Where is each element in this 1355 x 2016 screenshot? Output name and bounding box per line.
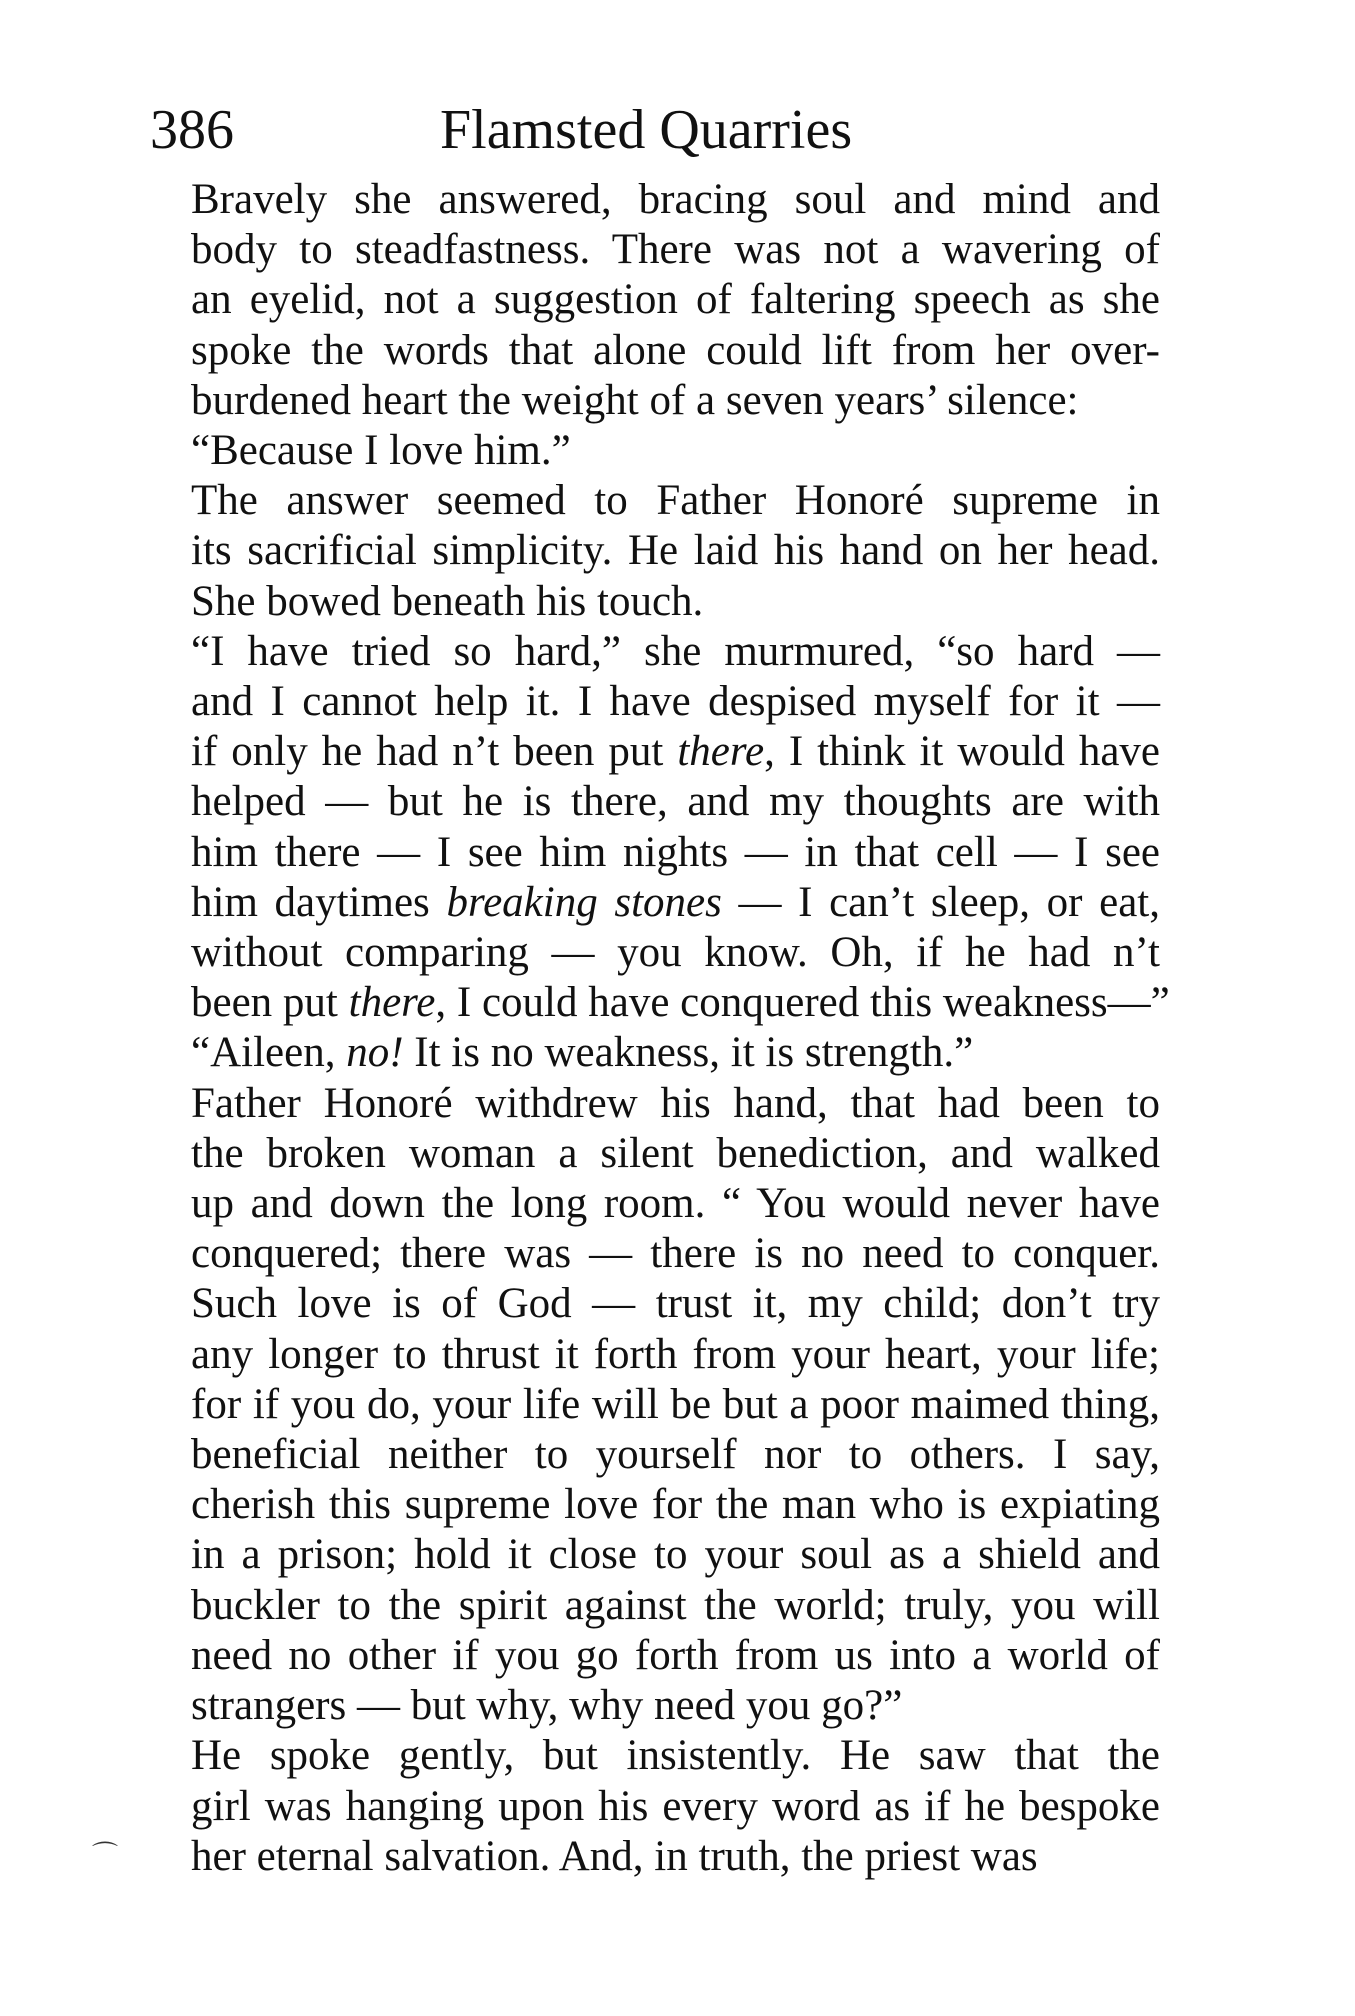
text-line: cherish this supreme love for the man who is expiating	[191, 1481, 1160, 1529]
paragraph	[150, 1079, 1160, 1732]
body-text	[150, 175, 1170, 1882]
page-header	[150, 85, 1160, 175]
paragraph	[150, 476, 1160, 627]
running-title: Flamsted Quarries	[440, 99, 853, 161]
text-line: girl was hanging upon his every word as if he bespoke	[191, 1782, 1160, 1830]
text-line: the broken woman a silent benediction, and walked	[191, 1129, 1160, 1177]
text-line: her eternal salvation. And, in truth, the priest was	[191, 1832, 1038, 1880]
paragraph	[150, 1731, 1160, 1882]
text-line: “Because I love him.”	[191, 427, 571, 475]
paragraph	[150, 426, 1160, 476]
text-line: beneficial neither to yourself nor to others. I say,	[191, 1431, 1160, 1479]
text-line: an eyelid, not a suggestion of faltering speech as she	[191, 276, 1160, 324]
paragraph	[150, 627, 1170, 1029]
text-line: for if you do, your life will be but a poor maimed thing,	[191, 1380, 1160, 1428]
text-line: helped — but he is there, and my thoughts are with	[191, 778, 1160, 826]
text-line: without comparing — you know. Oh, if he had n’t	[191, 929, 1160, 977]
text-line: if only he had n’t been put there, I think it would have	[191, 728, 1160, 776]
text-line: him daytimes breaking stones — I can’t sleep, or eat,	[191, 878, 1160, 926]
text-line: in a prison; hold it close to your soul as a shield and	[191, 1531, 1160, 1579]
text-line: any longer to thrust it forth from your heart, your life;	[191, 1330, 1160, 1378]
text-line: Father Honoré withdrew his hand, that had been to	[191, 1079, 1160, 1127]
paragraph	[150, 175, 1160, 426]
page-number: 386	[150, 99, 234, 161]
text-line: Bravely she answered, bracing soul and mind and	[191, 176, 1160, 223]
text-line: She bowed beneath his touch.	[191, 577, 704, 625]
text-line: and I cannot help it. I have despised myself for it —	[191, 678, 1160, 726]
text-line: “I have tried so hard,” she murmured, “so hard —	[191, 627, 1160, 675]
text-line: burdened heart the weight of a seven years’ silence:	[191, 376, 1079, 424]
text-line: been put there, I could have conquered this weakness—”	[191, 979, 1170, 1027]
text-line: conquered; there was — there is no need to conquer.	[191, 1230, 1160, 1278]
text-line: him there — I see him nights — in that cell — I see	[191, 828, 1160, 876]
book-page	[150, 85, 1170, 1882]
text-line: need no other if you go forth from us into a world of	[191, 1631, 1160, 1679]
text-line: its sacrificial simplicity. He laid his hand on her head.	[191, 527, 1160, 575]
text-line: strangers — but why, why need you go?”	[191, 1682, 903, 1730]
text-line: “Aileen, no! It is no weakness, it is strength.”	[191, 1029, 974, 1077]
text-line: The answer seemed to Father Honoré supreme in	[191, 477, 1160, 525]
text-line: Such love is of God — trust it, my child; don’t try	[191, 1280, 1160, 1328]
paragraph	[150, 1028, 1160, 1078]
text-line: spoke the words that alone could lift from her over-	[191, 326, 1160, 374]
margin-mark: ⌒	[92, 1841, 119, 1870]
text-line: body to steadfastness. There was not a wavering of	[191, 226, 1160, 274]
text-line: buckler to the spirit against the world; truly, you will	[191, 1581, 1160, 1629]
text-line: up and down the long room. “ You would never have	[191, 1180, 1160, 1228]
text-line: He spoke gently, but insistently. He saw that the	[191, 1732, 1160, 1780]
